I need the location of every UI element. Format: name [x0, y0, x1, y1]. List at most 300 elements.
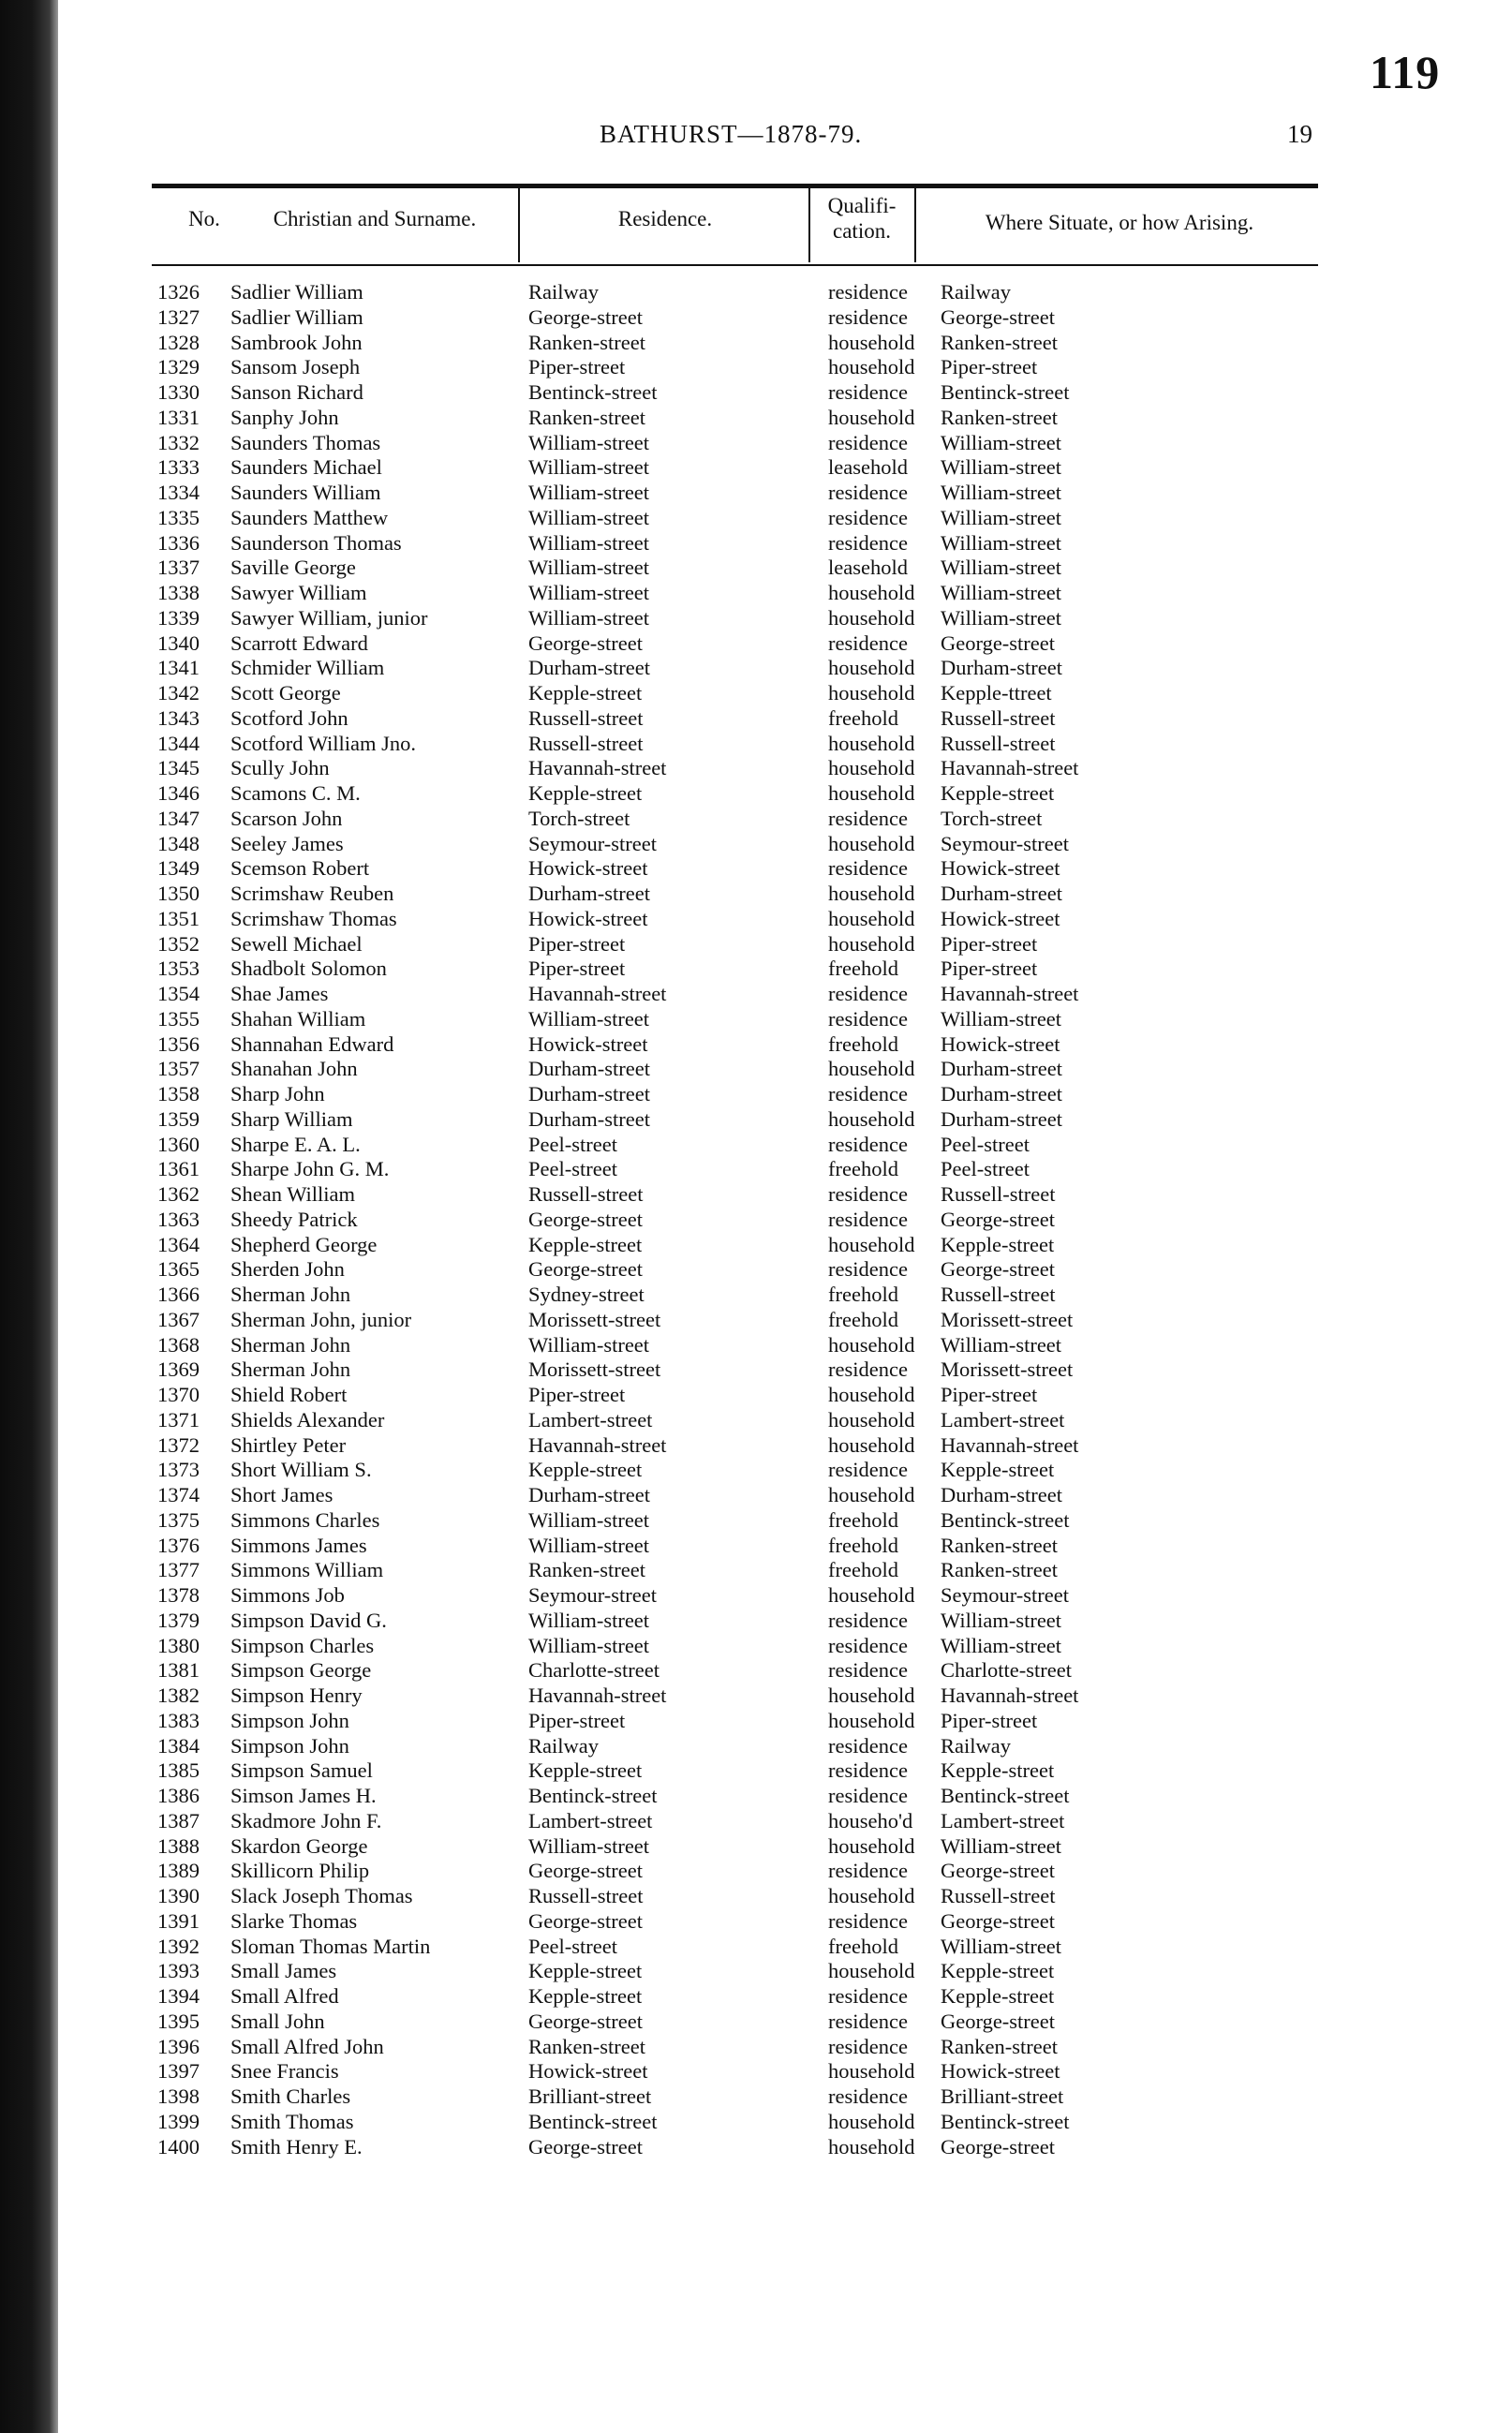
entry-number: 1340 [157, 631, 200, 655]
entry-where-situate: Lambert-street [941, 1808, 1065, 1832]
entry-name: Simmons Job [230, 1583, 345, 1607]
entry-number: 1366 [157, 1283, 200, 1306]
entry-where-situate: Piper-street [941, 1383, 1038, 1406]
entry-where-situate: Durham-street [941, 882, 1062, 905]
entry-number: 1393 [157, 1959, 200, 1983]
entry-qualification: residence [828, 1608, 908, 1632]
entry-name: Sherman John, junior [230, 1307, 412, 1331]
entry-where-situate: Durham-street [941, 1106, 1062, 1131]
entry-qualification: household [828, 756, 915, 780]
entry-qualification: freehold [828, 1283, 898, 1306]
entry-where-situate: Seymour-street [941, 831, 1070, 855]
entry-residence: William-street [528, 455, 650, 480]
entry-residence: William-street [528, 581, 650, 604]
entry-qualification: household [828, 1483, 915, 1506]
entry-where-situate: George-street [941, 304, 1056, 329]
entry-where-situate: Peel-street [941, 1157, 1030, 1181]
entry-residence: Peel-street [528, 1132, 617, 1156]
entry-number: 1359 [157, 1106, 200, 1131]
column-header-qualification-line2: cation. [833, 219, 891, 243]
entry-number: 1342 [157, 681, 200, 705]
entry-where-situate: Kepple-street [941, 1984, 1055, 2008]
entry-where-situate: Durham-street [941, 1082, 1062, 1105]
entry-residence: Havannah-street [528, 756, 667, 780]
entry-number: 1371 [157, 1407, 200, 1432]
entry-where-situate: William-street [941, 481, 1062, 504]
entry-where-situate: Russell-street [941, 731, 1056, 755]
entry-row [0, 1834, 1512, 1860]
entry-residence: Kepple-street [528, 781, 643, 805]
entry-number: 1369 [157, 1357, 200, 1382]
entry-row [0, 1959, 1512, 1984]
entry-qualification: residence [828, 1758, 908, 1783]
entry-qualification: household [828, 330, 915, 354]
entry-where-situate: William-street [941, 455, 1062, 480]
entry-row [0, 1283, 1512, 1308]
entry-where-situate: Havannah-street [941, 756, 1079, 780]
header-bottom-rule [152, 264, 1318, 266]
entry-qualification: residence [828, 2084, 908, 2108]
entry-where-situate: Piper-street [941, 957, 1038, 981]
entry-where-situate: Havannah-street [941, 1684, 1079, 1707]
entry-name: Slarke Thomas [230, 1908, 358, 1933]
entry-residence: Kepple-street [528, 1232, 643, 1256]
entry-residence: Railway [528, 1733, 599, 1758]
entry-where-situate: William-street [941, 505, 1062, 529]
entry-number: 1399 [157, 2109, 200, 2133]
entry-row [0, 355, 1512, 380]
entry-qualification: freehold [828, 1934, 898, 1958]
entry-residence: Howick-street [528, 2059, 648, 2084]
entry-number: 1345 [157, 756, 200, 780]
column-divider-residence [518, 187, 520, 262]
entry-where-situate: Kepple-street [941, 1458, 1055, 1482]
entry-qualification: household [828, 2109, 915, 2133]
entry-name: Small James [230, 1959, 337, 1983]
entry-name: Sadlier William [230, 304, 363, 329]
entry-row [0, 807, 1512, 832]
entry-residence: William-street [528, 481, 650, 504]
entry-qualification: household [828, 2134, 915, 2159]
entry-row [0, 1984, 1512, 2010]
entry-residence: Kepple-street [528, 1458, 643, 1482]
entry-residence: Sydney-street [528, 1283, 645, 1306]
entry-name: Sharpe E. A. L. [230, 1132, 361, 1156]
entry-number: 1398 [157, 2084, 200, 2108]
entry-name: Sewell Michael [230, 931, 363, 956]
entry-residence: George-street [528, 1859, 644, 1883]
entry-residence: George-street [528, 304, 644, 329]
entry-residence: Seymour-street [528, 831, 658, 855]
entry-number: 1339 [157, 605, 200, 630]
entry-qualification: residence [828, 1182, 908, 1206]
entry-number: 1351 [157, 906, 200, 930]
entry-qualification: freehold [828, 1533, 898, 1557]
entry-number: 1395 [157, 2009, 200, 2033]
entry-qualification: freehold [828, 1507, 898, 1532]
entry-qualification: household [828, 1232, 915, 1256]
entry-where-situate: William-street [941, 1934, 1062, 1958]
entry-qualification: residence [828, 380, 908, 404]
entry-name: Shield Robert [230, 1383, 348, 1406]
entry-row [0, 380, 1512, 406]
entry-residence: Kepple-street [528, 1984, 643, 2008]
entry-residence: Lambert-street [528, 1407, 653, 1432]
column-divider-where [914, 187, 916, 262]
entry-where-situate: Howick-street [941, 906, 1060, 930]
entry-where-situate: William-street [941, 430, 1062, 454]
entry-number: 1380 [157, 1633, 200, 1657]
entry-number: 1347 [157, 806, 200, 830]
entry-where-situate: Durham-street [941, 1057, 1062, 1081]
entry-where-situate: William-street [941, 1833, 1062, 1858]
entry-qualification: residence [828, 982, 908, 1005]
entry-number: 1379 [157, 1608, 200, 1632]
entry-row [0, 1107, 1512, 1133]
entry-number: 1332 [157, 430, 200, 454]
entry-qualification: household [828, 1383, 915, 1406]
entry-number: 1344 [157, 731, 200, 755]
entry-where-situate: Ranken-street [941, 1558, 1058, 1582]
entry-row [0, 2084, 1512, 2110]
column-header-no: No. [188, 207, 220, 230]
entry-row [0, 1308, 1512, 1333]
entry-name: Shepherd George [230, 1232, 378, 1256]
entry-row [0, 781, 1512, 807]
entry-where-situate: Railway [941, 280, 1011, 304]
entry-where-situate: Peel-street [941, 1132, 1030, 1156]
entry-residence: Charlotte-street [528, 1658, 660, 1683]
entry-residence: William-street [528, 1608, 650, 1632]
entry-name: Short William S. [230, 1458, 372, 1482]
entry-residence: Howick-street [528, 856, 648, 881]
entry-name: Scott George [230, 681, 341, 705]
entry-where-situate: William-street [941, 605, 1062, 630]
entry-number: 1370 [157, 1383, 200, 1406]
entry-residence: Piper-street [528, 355, 626, 379]
entry-name: Scarrott Edward [230, 631, 368, 655]
entry-residence: William-street [528, 1533, 650, 1557]
entry-row [0, 1734, 1512, 1759]
entry-name: Skadmore John F. [230, 1808, 382, 1832]
entry-where-situate: Havannah-street [941, 982, 1079, 1005]
entry-where-situate: Ranken-street [941, 2034, 1058, 2058]
entry-where-situate: Ranken-street [941, 330, 1058, 354]
entry-where-situate: Railway [941, 1733, 1011, 1758]
entry-qualification: household [828, 831, 915, 855]
entry-number: 1382 [157, 1684, 200, 1707]
entry-number: 1346 [157, 781, 200, 805]
entry-number: 1364 [157, 1232, 200, 1256]
entry-residence: Piper-street [528, 931, 626, 956]
entry-qualification: freehold [828, 1307, 898, 1331]
entry-residence: Havannah-street [528, 1684, 667, 1707]
entry-name: Scotford William Jno. [230, 731, 417, 755]
entry-number: 1338 [157, 581, 200, 604]
entry-qualification: residence [828, 1859, 908, 1883]
entry-name: Simson James H. [230, 1784, 377, 1807]
entry-residence: William-street [528, 556, 650, 580]
entry-qualification: leasehold [828, 556, 908, 580]
entry-number: 1356 [157, 1031, 200, 1056]
folio-number: 19 [1287, 120, 1312, 148]
entry-residence: William-street [528, 530, 650, 555]
entry-row [0, 907, 1512, 932]
entry-residence: Russell-street [528, 1884, 644, 1907]
entry-where-situate: William-street [941, 1633, 1062, 1657]
entry-qualification: household [828, 581, 915, 604]
entry-where-situate: George-street [941, 1908, 1056, 1933]
entry-qualification: freehold [828, 1031, 898, 1056]
entry-where-situate: Piper-street [941, 355, 1038, 379]
entry-row [0, 1383, 1512, 1408]
entry-row [0, 531, 1512, 556]
entry-where-situate: Piper-street [941, 1708, 1038, 1732]
entry-row [0, 455, 1512, 481]
entry-number: 1387 [157, 1808, 200, 1832]
entry-row [0, 1534, 1512, 1559]
entry-residence: Havannah-street [528, 1432, 667, 1457]
entry-where-situate: Kepple-street [941, 1959, 1055, 1983]
entry-number: 1392 [157, 1934, 200, 1958]
entry-row [0, 1057, 1512, 1082]
entry-row [0, 957, 1512, 982]
entry-number: 1376 [157, 1533, 200, 1557]
entry-number: 1362 [157, 1182, 200, 1206]
entry-row [0, 1658, 1512, 1684]
entry-number: 1352 [157, 931, 200, 956]
entry-name: Sanphy John [230, 405, 339, 429]
entry-row [0, 656, 1512, 681]
entry-name: Short James [230, 1483, 334, 1506]
entry-where-situate: Durham-street [941, 1483, 1062, 1506]
entry-name: Saunders Matthew [230, 505, 389, 529]
entry-name: Simmons Charles [230, 1507, 380, 1532]
entry-number: 1335 [157, 505, 200, 529]
entry-name: Sharp William [230, 1106, 353, 1131]
entry-qualification: residence [828, 481, 908, 504]
entry-row [0, 1859, 1512, 1884]
entry-number: 1383 [157, 1708, 200, 1732]
entry-row [0, 1634, 1512, 1659]
entry-row [0, 1408, 1512, 1433]
entry-qualification: household [828, 882, 915, 905]
entry-row [0, 756, 1512, 781]
entry-residence: Piper-street [528, 1383, 626, 1406]
entry-qualification: household [828, 1057, 915, 1081]
entry-row [0, 1884, 1512, 1909]
entry-where-situate: Morissett-street [941, 1357, 1074, 1382]
entry-where-situate: Bentinck-street [941, 2109, 1070, 2133]
entry-row [0, 1357, 1512, 1383]
entry-name: Simpson John [230, 1708, 349, 1732]
entry-row [0, 1508, 1512, 1534]
entry-number: 1363 [157, 1207, 200, 1231]
entry-residence: George-street [528, 631, 644, 655]
entry-number: 1326 [157, 280, 200, 304]
entry-qualification: household [828, 681, 915, 705]
entry-name: Shanahan John [230, 1057, 358, 1081]
entry-qualification: residence [828, 1082, 908, 1105]
entry-number: 1400 [157, 2134, 200, 2159]
entry-row [0, 1433, 1512, 1459]
entry-name: Sheedy Patrick [230, 1207, 358, 1231]
entry-residence: Peel-street [528, 1934, 617, 1958]
entry-number: 1336 [157, 530, 200, 555]
entry-number: 1373 [157, 1458, 200, 1482]
entry-where-situate: William-street [941, 581, 1062, 604]
entry-number: 1355 [157, 1006, 200, 1031]
entry-where-situate: Piper-street [941, 931, 1038, 956]
entry-where-situate: Lambert-street [941, 1407, 1065, 1432]
entry-where-situate: George-street [941, 1257, 1056, 1282]
column-header-qualification-line1: Qualifi- [827, 194, 897, 217]
entry-qualification: household [828, 1106, 915, 1131]
entry-row [0, 1583, 1512, 1609]
entry-qualification: freehold [828, 1558, 898, 1582]
entry-where-situate: Brilliant-street [941, 2084, 1064, 2108]
entry-row [0, 1333, 1512, 1358]
entry-name: Skardon George [230, 1833, 368, 1858]
entry-qualification: residence [828, 530, 908, 555]
entry-name: Smith Henry E. [230, 2134, 363, 2159]
entry-name: Saville George [230, 556, 356, 580]
entry-row [0, 1609, 1512, 1634]
entry-residence: Durham-street [528, 656, 650, 680]
entry-row [0, 631, 1512, 657]
entry-number: 1327 [157, 304, 200, 329]
entry-residence: Ranken-street [528, 1558, 645, 1582]
entry-qualification: residence [828, 856, 908, 881]
entry-qualification: residence [828, 430, 908, 454]
entry-number: 1331 [157, 405, 200, 429]
entry-row [0, 581, 1512, 606]
entry-row [0, 2010, 1512, 2035]
entry-name: Sawyer William [230, 581, 367, 604]
entry-row [0, 1809, 1512, 1834]
entry-row [0, 2059, 1512, 2084]
entry-name: Shahan William [230, 1006, 366, 1031]
entry-name: Simpson Charles [230, 1633, 375, 1657]
entry-where-situate: William-street [941, 1332, 1062, 1357]
entry-residence: Seymour-street [528, 1583, 658, 1607]
entry-name: Sherman John [230, 1283, 351, 1306]
entry-number: 1333 [157, 455, 200, 480]
entry-qualification: residence [828, 631, 908, 655]
entry-residence: George-street [528, 1207, 644, 1231]
entry-residence: George-street [528, 2009, 644, 2033]
entry-qualification: household [828, 1884, 915, 1907]
entry-residence: George-street [528, 1257, 644, 1282]
entry-row [0, 1784, 1512, 1809]
entry-row [0, 556, 1512, 581]
entry-name: Sherman John [230, 1332, 351, 1357]
entry-name: Snee Francis [230, 2059, 339, 2084]
entry-name: Simpson Samuel [230, 1758, 373, 1783]
entry-name: Saunders William [230, 481, 381, 504]
entry-name: Shadbolt Solomon [230, 957, 387, 981]
entry-name: Scamons C. M. [230, 781, 361, 805]
entry-row [0, 932, 1512, 957]
entry-where-situate: Ranken-street [941, 405, 1058, 429]
entry-number: 1360 [157, 1132, 200, 1156]
entry-where-situate: Bentinck-street [941, 380, 1070, 404]
entry-row [0, 1758, 1512, 1784]
entry-qualification: residence [828, 1984, 908, 2008]
entry-qualification: residence [828, 1458, 908, 1482]
entry-number: 1377 [157, 1558, 200, 1582]
entry-where-situate: Russell-street [941, 705, 1056, 730]
entry-where-situate: George-street [941, 1207, 1056, 1231]
entry-row [0, 506, 1512, 531]
entry-number: 1358 [157, 1082, 200, 1105]
entry-where-situate: Howick-street [941, 856, 1060, 881]
entry-number: 1368 [157, 1332, 200, 1357]
entry-residence: Bentinck-street [528, 380, 658, 404]
entry-qualification: residence [828, 1132, 908, 1156]
entry-number: 1384 [157, 1733, 200, 1758]
entry-qualification: residence [828, 806, 908, 830]
entry-name: Scarson John [230, 806, 343, 830]
entry-residence: Durham-street [528, 1483, 650, 1506]
entry-row [0, 1909, 1512, 1935]
entry-residence: William-street [528, 1332, 650, 1357]
entry-residence: Bentinck-street [528, 1784, 658, 1807]
entry-name: Sanson Richard [230, 380, 363, 404]
entry-where-situate: Charlotte-street [941, 1658, 1072, 1683]
entry-number: 1389 [157, 1859, 200, 1883]
entry-qualification: residence [828, 280, 908, 304]
entry-number: 1372 [157, 1432, 200, 1457]
entry-where-situate: Kepple-street [941, 1758, 1055, 1783]
entry-qualification: household [828, 605, 915, 630]
entry-residence: Morissett-street [528, 1357, 661, 1382]
entry-name: Saunders Thomas [230, 430, 381, 454]
entry-name: Sansom Joseph [230, 355, 361, 379]
entry-name: Scemson Robert [230, 856, 370, 881]
entry-where-situate: Howick-street [941, 1031, 1060, 1056]
entry-qualification: residence [828, 1784, 908, 1807]
entry-name: Scully John [230, 756, 330, 780]
entry-number: 1341 [157, 656, 200, 680]
entry-residence: George-street [528, 2134, 644, 2159]
entry-qualification: residence [828, 1207, 908, 1231]
entry-residence: Lambert-street [528, 1808, 653, 1832]
entry-residence: George-street [528, 1908, 644, 1933]
entry-number: 1374 [157, 1483, 200, 1506]
column-divider-qualification [808, 187, 810, 262]
entry-residence: Kepple-street [528, 1959, 643, 1983]
entry-residence: Russell-street [528, 731, 644, 755]
entry-where-situate: George-street [941, 631, 1056, 655]
entry-residence: Ranken-street [528, 405, 645, 429]
entry-name: Saunderson Thomas [230, 530, 402, 555]
entry-qualification: residence [828, 1908, 908, 1933]
entry-row [0, 2135, 1512, 2160]
column-header-qualification [811, 193, 912, 244]
entry-qualification: household [828, 931, 915, 956]
page-number: 119 [1370, 46, 1441, 98]
entry-residence: William-street [528, 505, 650, 529]
entry-qualification: household [828, 656, 915, 680]
entry-row [0, 1133, 1512, 1158]
entry-row [0, 1082, 1512, 1107]
entry-residence: Brilliant-street [528, 2084, 652, 2108]
entry-where-situate: William-street [941, 1006, 1062, 1031]
column-header-where: Where Situate, or how Arising. [985, 211, 1254, 234]
entry-qualification: residence [828, 1357, 908, 1382]
entry-where-situate: Ranken-street [941, 1533, 1058, 1557]
